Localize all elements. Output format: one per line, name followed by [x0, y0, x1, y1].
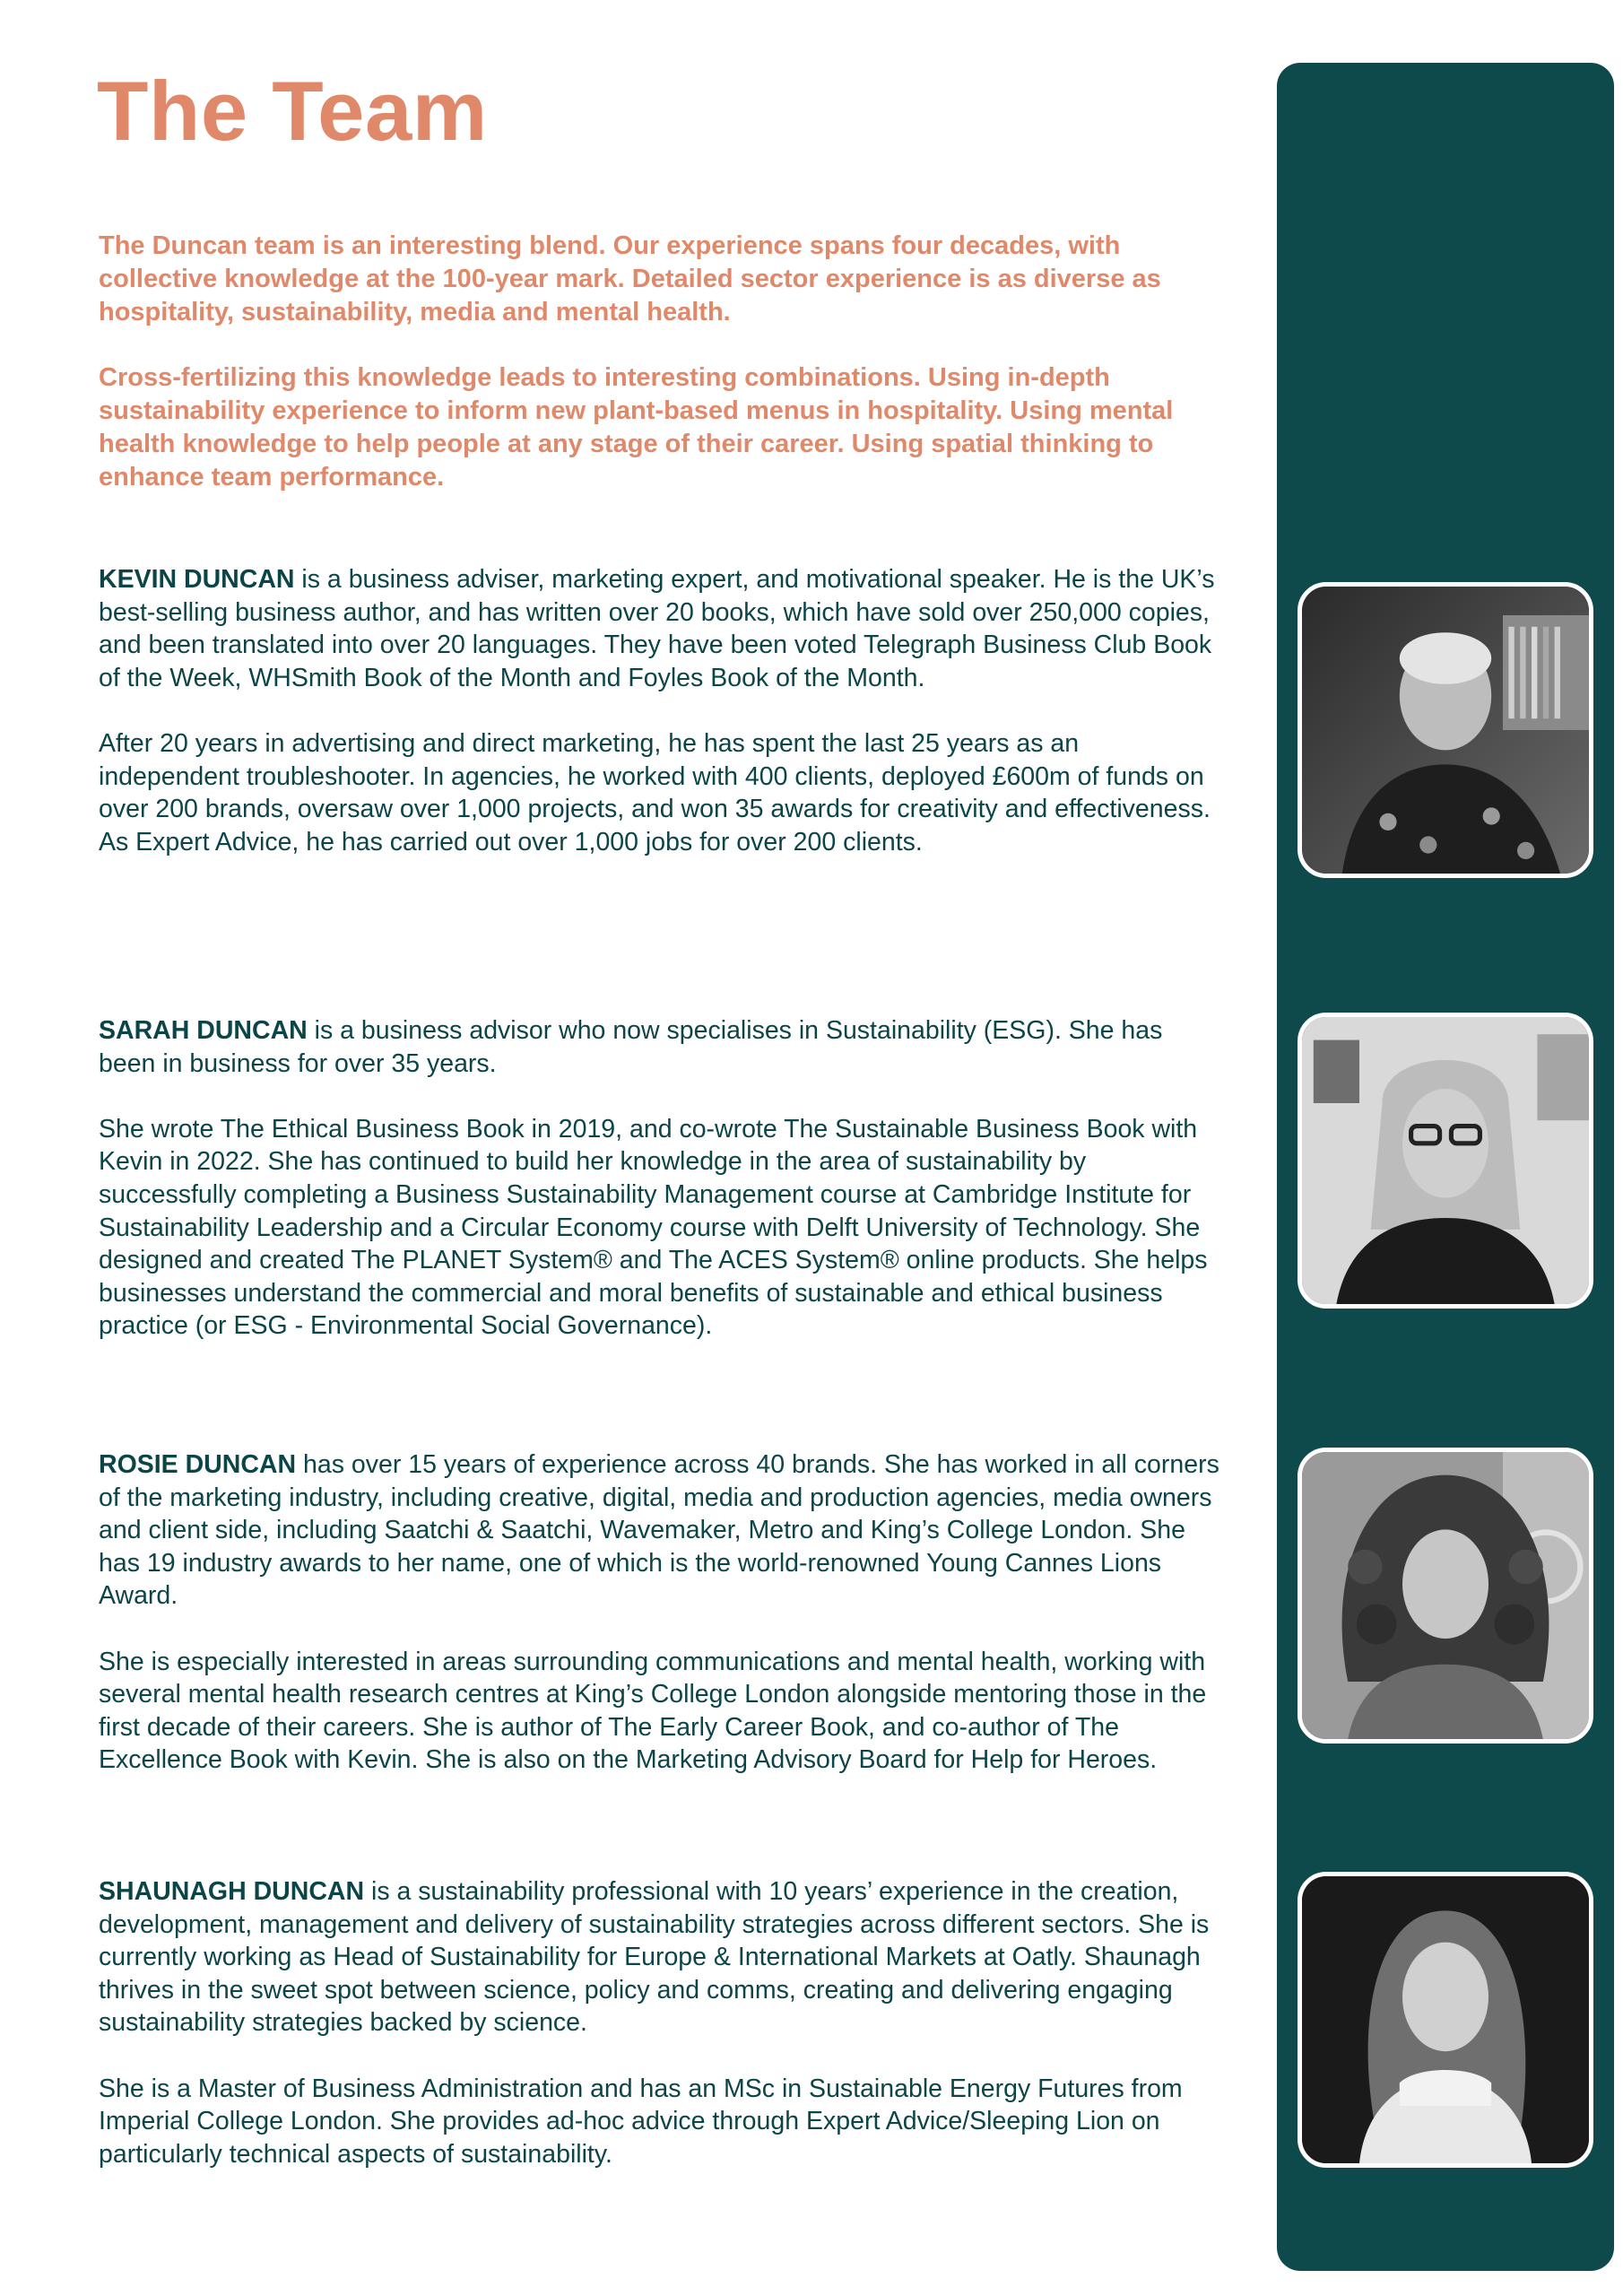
bio-paragraph: She wrote The Ethical Business Book in 2019, and co-wrote The Sustainable Business Book with Kevin in 2022. She has continued to build her knowledge in the area of sustainability by successfully completing a Business Sustainability Management course at Cambridge Institute for Sustainability Leadership and a Circular Economy course with Delft University of Technology. She designed and created The PLANET System® and The ACES System® online products. She helps businesses understand the commercial and moral benefits of sustainable and ethical business practice (or ESG - Environmental Social Governance). [99, 1114, 1208, 1341]
member-name: ROSIE DUNCAN [99, 1450, 297, 1479]
member-name: SARAH DUNCAN [99, 1016, 308, 1045]
intro-text [99, 230, 1228, 526]
shaunagh-duncan-photo [1298, 1872, 1593, 2168]
bio-lead-text: is a business adviser, marketing expert, and motivational speaker. He is the UK’s best-selling business author, and has written over 20 books, which have sold over 250,000 copies, and been translated into over 20 languages. They have been voted Telegraph Business Club Book of the Week, WHSmith Book of the Month and Foyles Book of the Month. [99, 565, 1215, 692]
bio-paragraph: She is especially interested in areas surrounding communications and mental health, working with several mental health research centres at King’s College London alongside mentoring those in the first decade of their careers. She is author of The Early Career Book, and co-author of The Excellence Book with Kevin. She is also on the Marketing Advisory Board for Help for Heroes. [99, 1647, 1207, 1775]
bio-lead-paragraph [99, 1448, 1219, 1613]
page-title: The Team [97, 64, 488, 158]
bio-paragraph: She is a Master of Business Administration and has an MSc in Sustainable Energy Futures from Imperial College London. She provides ad-hoc advice through Expert Advice/Sleeping Lion on particularly technical aspects of sustainability. [99, 2074, 1183, 2169]
bio-lead-paragraph [99, 563, 1219, 694]
portrait-photo-icon [1302, 1017, 1589, 1304]
bio-lead-text: is a sustainability professional with 10 years’ experience in the creation, development, management and delivery of sustainability strategies across different sectors. She is currently working as Head of Sustainability for Europe & International Markets at Oatly. Shaunagh thrives in the sweet spot between science, policy and comms, creating and delivering engaging sustainability strategies backed by science. [99, 1877, 1210, 2038]
member-name: SHAUNAGH DUNCAN [99, 1877, 365, 1906]
intro-paragraph: The Duncan team is an interesting blend. Our experience spans four decades, with collective knowledge at the 100-year mark. Detailed sector experience is as diverse as hospitality, sustainability, media and mental health. [99, 231, 1161, 326]
rosie-duncan-photo [1298, 1448, 1593, 1744]
bio-rosie-duncan [99, 1448, 1219, 1777]
portrait-photo-icon [1302, 587, 1589, 874]
portrait-photo-icon [1302, 1876, 1589, 2163]
member-name: KEVIN DUNCAN [99, 565, 295, 594]
portrait-photo-icon [1302, 1452, 1589, 1739]
sarah-duncan-photo [1298, 1013, 1593, 1309]
bio-lead-paragraph [99, 1014, 1219, 1080]
bio-paragraph: After 20 years in advertising and direct marketing, he has spent the last 25 years as an independent troubleshooter. In agencies, he worked with 400 clients, deployed £600m of funds on over 200 brands, oversaw over 1,000 projects, and won 35 awards for creativity and effectiveness. As Expert Advice, he has carried out over 1,000 jobs for over 200 clients. [99, 728, 1211, 857]
kevin-duncan-photo [1298, 582, 1593, 878]
bio-sarah-duncan [99, 1014, 1219, 1343]
bio-lead-text: is a business advisor who now specialises in Sustainability (ESG). She has been in business for over 35 years. [99, 1016, 1163, 1078]
bio-lead-text: has over 15 years of experience across 40 brands. She has worked in all corners of the marketing industry, including creative, digital, media and production agencies, media owners and client side, including Saatchi & Saatchi, Wavemaker, Metro and King’s College London. She has 19 industry awards to her name, one of which is the world-renowned Young Cannes Lions Award. [99, 1450, 1219, 1611]
bio-lead-paragraph [99, 1875, 1219, 2039]
intro-paragraph: Cross-fertilizing this knowledge leads to interesting combinations. Using in-depth sustainability experience to inform new plant-based menus in hospitality. Using mental health knowledge to help people at any stage of their career. Using spatial thinking to enhance team performance. [99, 363, 1174, 491]
bio-shaunagh-duncan [99, 1875, 1219, 2170]
bio-kevin-duncan [99, 563, 1219, 858]
